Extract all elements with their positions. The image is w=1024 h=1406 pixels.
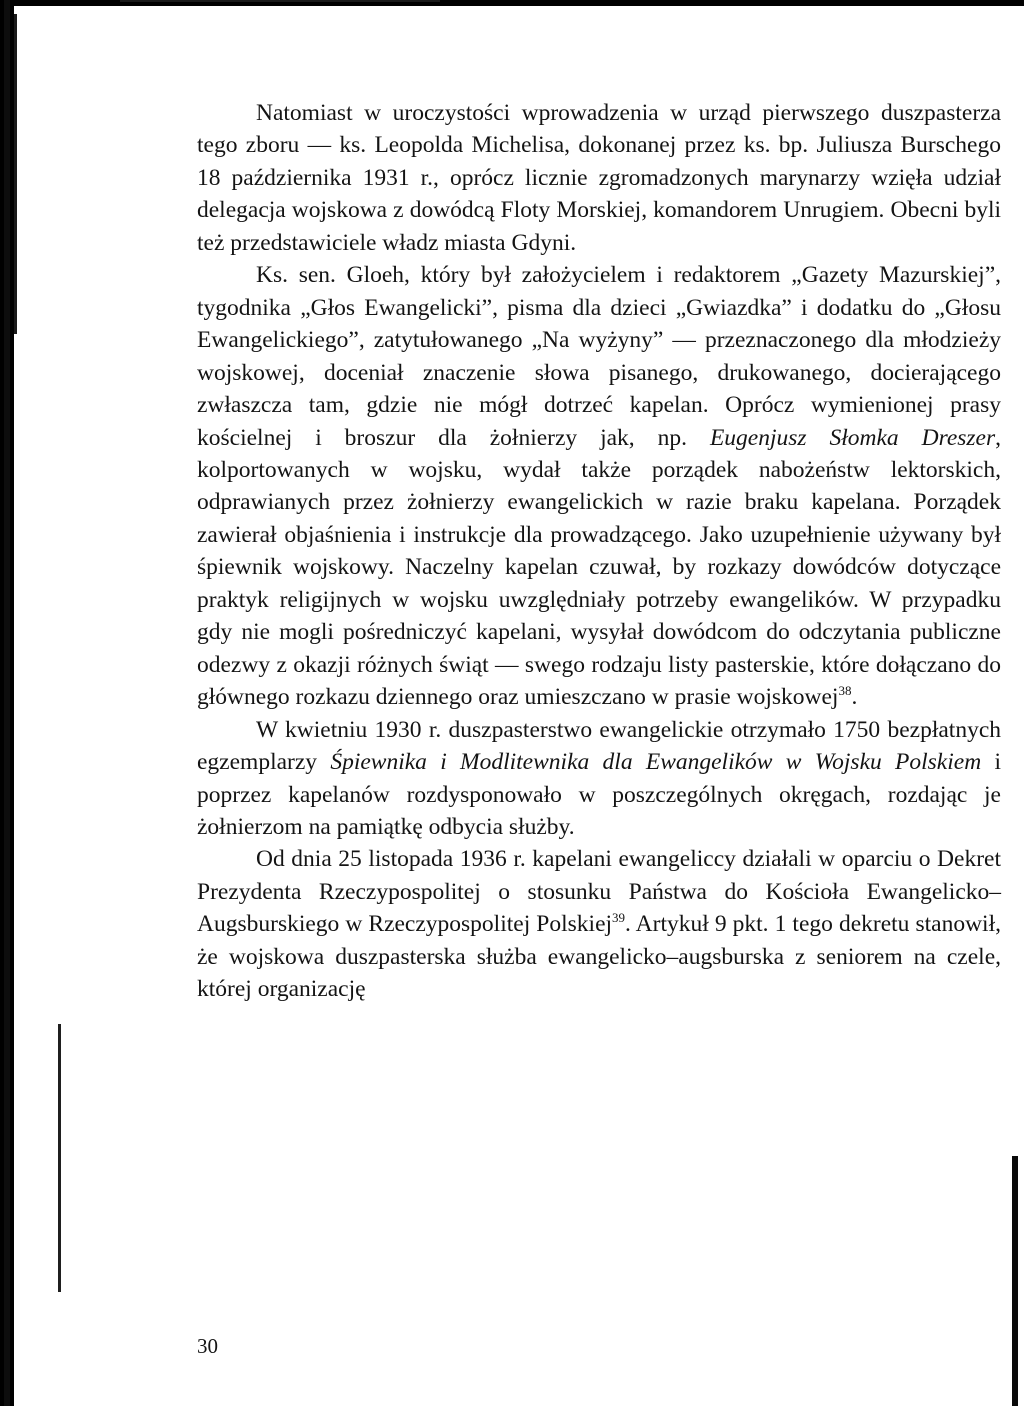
paragraph-p1 bbox=[197, 97, 1001, 259]
text-segment: i poprzez kapelanów rozdysponowało w poszczególnych okręgach, rozdając je żołnierzom na pamiątkę odbycia służby. bbox=[197, 749, 1001, 840]
body-text bbox=[197, 97, 1001, 1006]
text-segment: . Artykuł 9 pkt. 1 tego dekretu stanowił, że wojskowa duszpasterska służba ewangelicko–augsburska z seniorem na czele, której organizację bbox=[197, 911, 1001, 1003]
page-number: 30 bbox=[197, 1334, 218, 1358]
scan-mark-right-bottom bbox=[1012, 1156, 1018, 1406]
footnote-ref: 38 bbox=[838, 683, 852, 699]
paragraph-p2 bbox=[197, 259, 1001, 713]
text-segment: W kwietniu 1930 r. duszpasterstwo ewangelickie otrzymało 1750 bezpłatnych egzemplarzy bbox=[197, 716, 1001, 776]
paragraph-p4 bbox=[197, 843, 1001, 1005]
italic-title: Śpiewnika i Modlitewnika dla Ewangelików w Wojsku Polskiem bbox=[330, 749, 982, 776]
scan-mark-left-top bbox=[14, 14, 17, 334]
text-segment: , kolportowanych w wojsku, wydał także porządek nabożeństw lektorskich, odprawianych przez żołnierzy ewangelickich w razie braku kapelana. Porządek zawierał objaśnienia i instrukcje dla prowadzącego. Jako uzupełnienie używany był śpiewnik wojskowy. Naczelny kapelan czuwał, by rozkazy dowódców dotyczące praktyk religijnych w wojsku uwzględniały potrzeby ewangelików. W przypadku gdy nie mogli pośredniczyć kapelani, wysyłał dowódcom do odczytania publiczne odezwy z okazji różnych świąt — swego rodzaju listy pasterskie, które dołączano do głównego rozkazu dziennego oraz umieszczano w prasie wojskowej bbox=[197, 424, 1002, 711]
italic-title: Eugenjusz Słomka Dreszer bbox=[709, 424, 996, 451]
text-segment: Ks. sen. Gloeh, który był założycielem i redaktorem „Gazety Mazurskiej”, tygodnika „Głos Ewangelicki”, pisma dla dzieci „Gwiazdka” i dodatku do „Głosu Ewangelickiego”, zatytułowanego „Na wyżyny” — przeznaczonego dla młodzieży wojskowej, doceniał znaczenie słowa pisanego, drukowanego, docierającego zwłaszcza tam, gdzie nie mógł dotrzeć kapelan. Oprócz wymienionej prasy kościelnej i broszur dla żołnierzy jak, np. bbox=[197, 262, 1001, 451]
scan-mark-left-bottom bbox=[58, 1024, 61, 1292]
text-segment: Natomiast w uroczystości wprowadzenia w urząd pierwszego duszpasterza tego zboru — ks. Leopolda Michelisa, dokonanej przez ks. bp. Juliusza Burschego 18 października 1931 r., oprócz licznie zgromadzonych marynarzy wzięła udział delegacja wojskowa z dowódcą Floty Morskiej, komandorem Unrugiem. Obecni byli też przedstawiciele władz miasta Gdyni. bbox=[197, 100, 1001, 256]
text-segment: Od dnia 25 listopada 1936 r. kapelani ewangeliccy działali w oparciu o Dekret Prezydenta Rzeczypospolitej o stosunku Państwa do Kościoła Ewangelicko–Augsburskiego w Rzeczypospolitej Polskiej bbox=[197, 846, 1001, 938]
paragraph-p3 bbox=[197, 714, 1001, 844]
scan-border-top bbox=[120, 0, 440, 2]
footnote-ref: 39 bbox=[612, 910, 626, 926]
text-segment: . bbox=[851, 684, 858, 711]
scan-border-left bbox=[4, 0, 10, 1406]
document-page bbox=[14, 6, 1024, 1406]
